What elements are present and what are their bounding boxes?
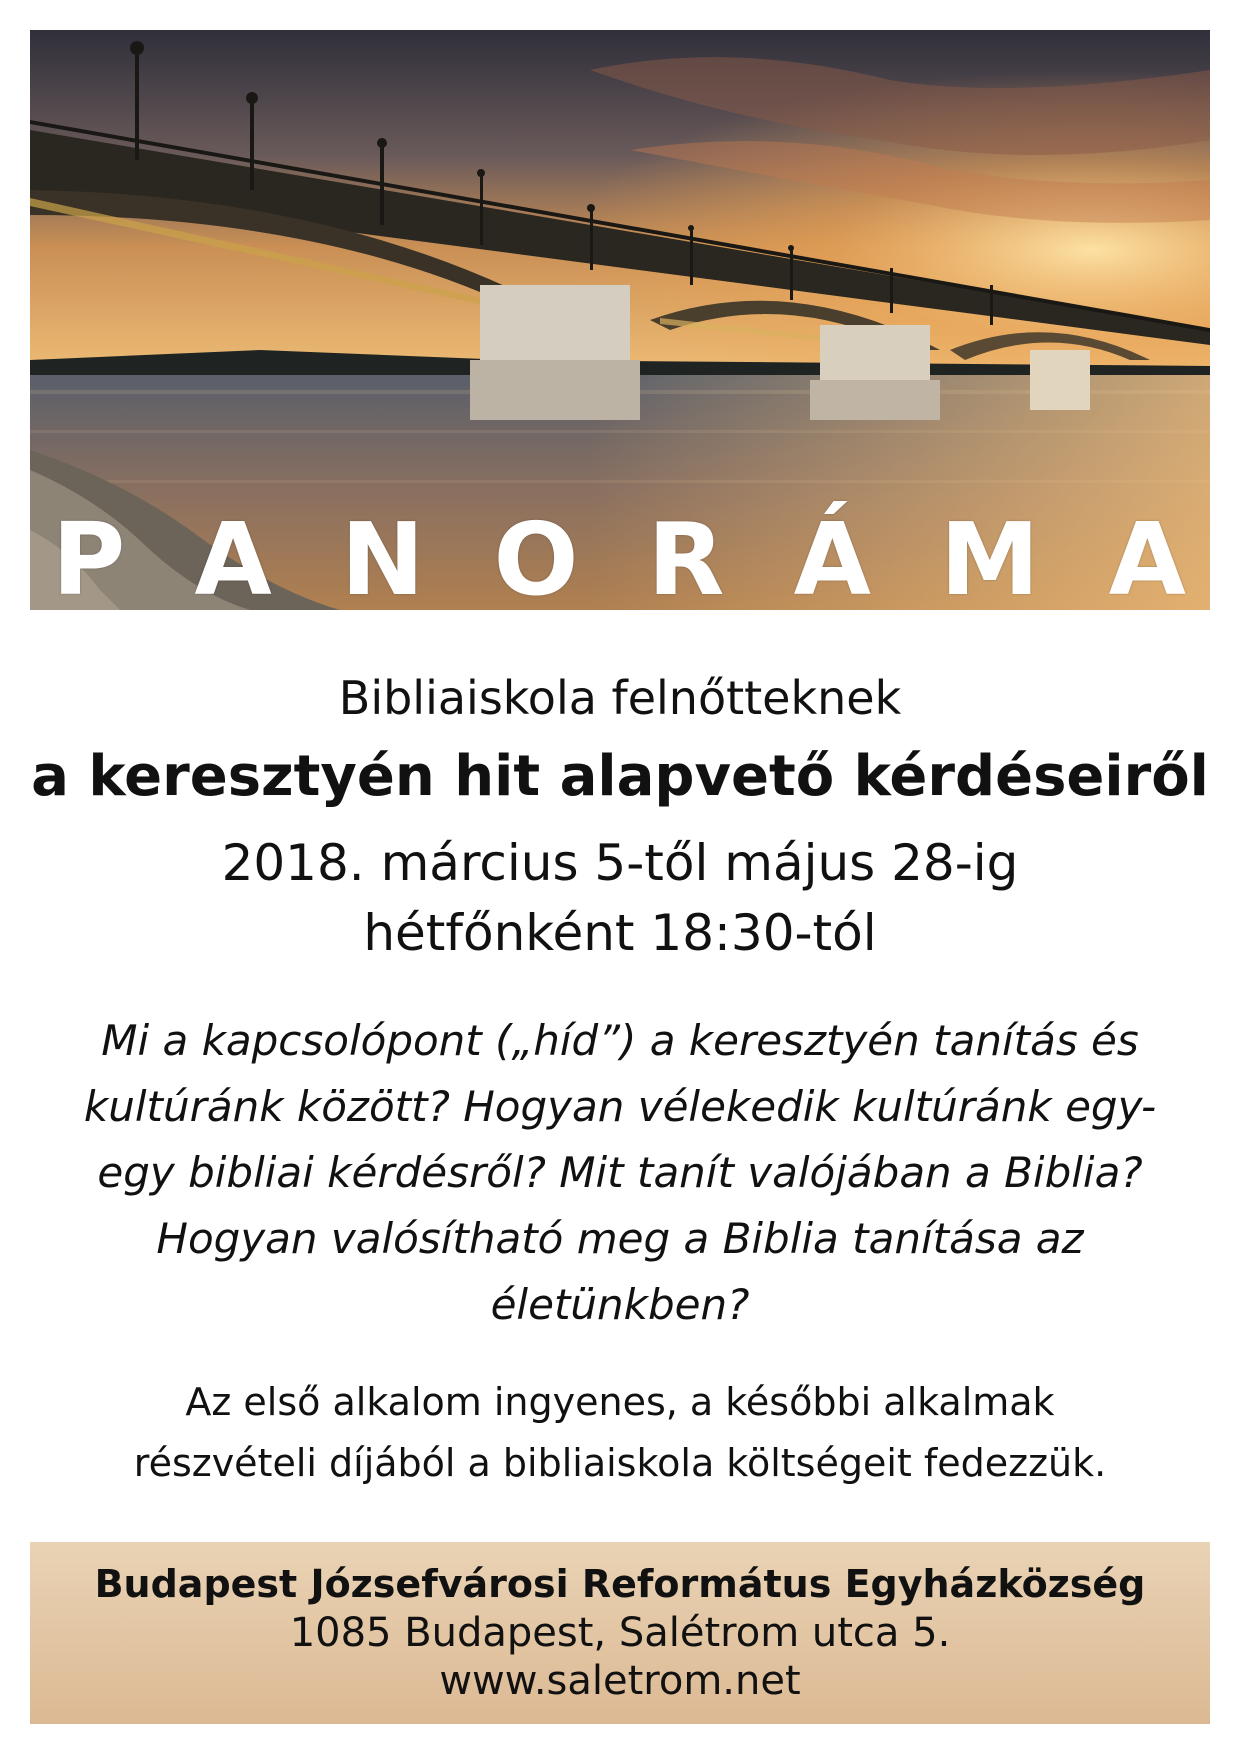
event-schedule xyxy=(30,828,1210,968)
title-letter-a-accent: Á xyxy=(793,501,871,610)
question-line: Mi a kapcsolópont („híd”) a keresztyén tanítás és xyxy=(101,1016,1139,1065)
question-line: életünkben? xyxy=(490,1280,750,1329)
contact-footer xyxy=(30,1542,1210,1724)
organization-address: 1085 Budapest, Salétrom utca 5. xyxy=(289,1610,951,1656)
questions-paragraph xyxy=(40,1008,1200,1338)
title-letter-n: N xyxy=(340,501,425,610)
hero-photo xyxy=(30,30,1210,610)
question-line: egy bibliai kérdésről? Mit tanít valójában a Biblia? xyxy=(97,1148,1143,1197)
title-letter-a-last: A xyxy=(1108,501,1186,610)
note-line: részvételi díjából a bibliaiskola költségeit fedezzük. xyxy=(133,1441,1107,1485)
question-line: kultúránk között? Hogyan vélekedik kultúránk egy- xyxy=(83,1082,1157,1131)
title-letter-r: R xyxy=(647,501,725,610)
fee-note xyxy=(40,1372,1200,1494)
panorama-title xyxy=(30,500,1210,610)
question-line: Hogyan valósítható meg a Biblia tanítása az xyxy=(156,1214,1084,1263)
website-link[interactable]: www.saletrom.net xyxy=(439,1658,801,1704)
title-letter-o: O xyxy=(493,501,579,610)
title-letter-a: A xyxy=(194,501,272,610)
title-letter-p: P xyxy=(52,501,126,610)
event-date-range: 2018. március 5-től május 28-ig xyxy=(221,834,1019,892)
title-letter-m: M xyxy=(940,501,1040,610)
event-subtitle: Bibliaiskola felnőtteknek xyxy=(338,671,902,725)
organization-name: Budapest Józsefvárosi Református Egyházközség xyxy=(94,1562,1146,1606)
event-time: hétfőnként 18:30-tól xyxy=(363,904,877,962)
note-line: Az első alkalom ingyenes, a későbbi alkalmak xyxy=(185,1380,1055,1424)
event-headline: a keresztyén hit alapvető kérdéseiről xyxy=(31,744,1209,809)
